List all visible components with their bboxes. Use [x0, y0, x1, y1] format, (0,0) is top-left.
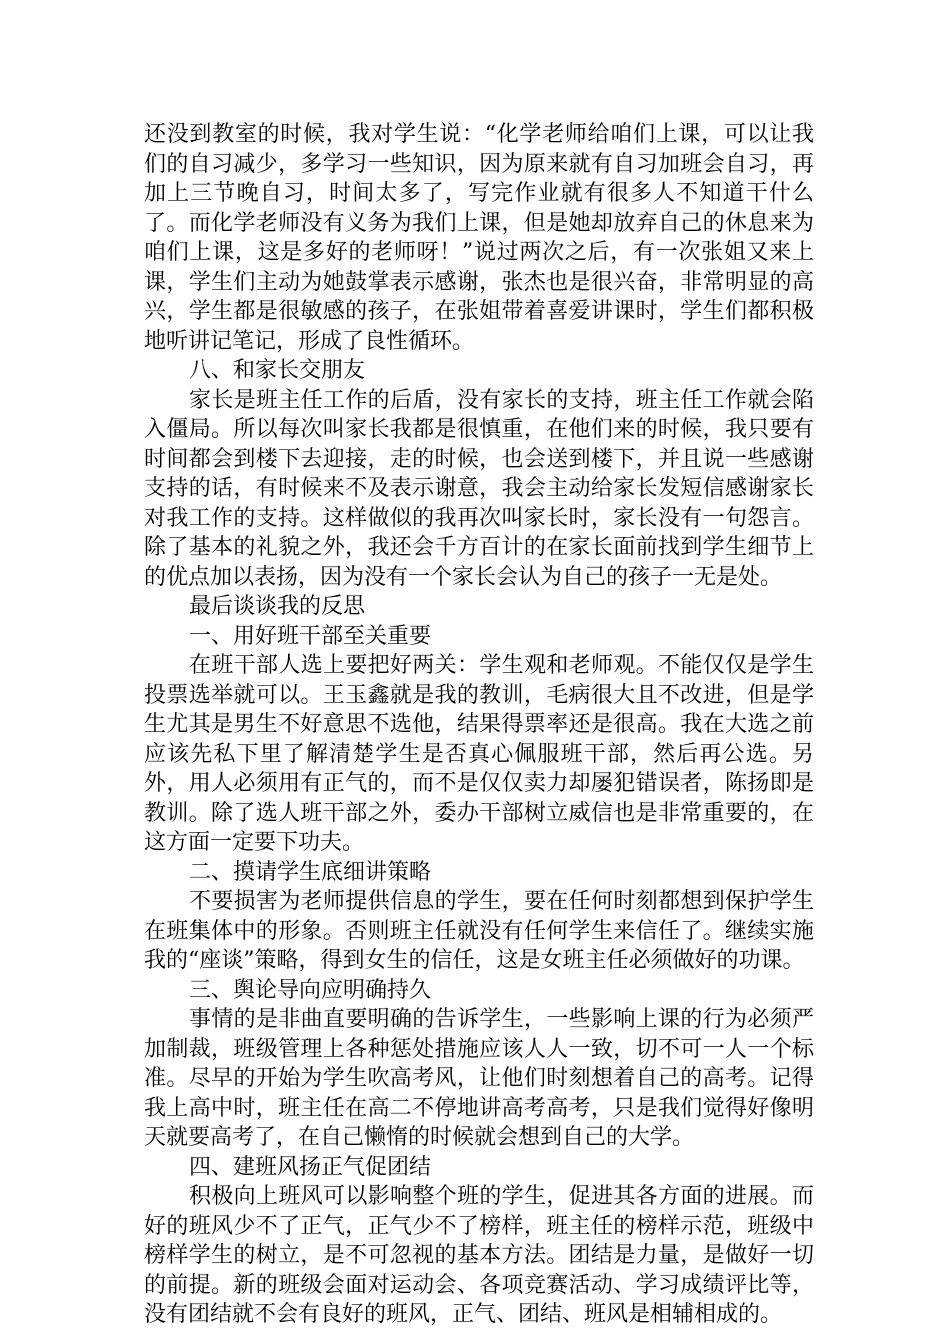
document-body: [144, 120, 814, 1330]
paragraph-class-cadre: 在班干部人选上要把好两关：学生观和老师观。不能仅仅是学生投票选举就可以。王玉鑫就是我的教训，毛病很大且不改进，但是学生尤其是男生不好意思不选他，结果得票率还是很高。我在大选之前应该先私下里了解清楚学生是否真心佩服班干部，然后再公选。另外，用人必须用有正气的，而不是仅仅卖力却屡犯错误者，陈扬即是教训。除了选人班干部之外，委办干部树立威信也是非常重要的，在这方面一定要下功夫。: [144, 653, 814, 855]
section-heading-parents: 八、和家长交朋友: [189, 358, 366, 383]
paragraph-class-spirit: 积极向上班风可以影响整个班的学生，促进其各方面的进展。而好的班风少不了正气，正气少不了榜样，班主任的榜样示范，班级中榜样学生的树立，是不可忽视的基本方法。团结是力量，是做好一切的前提。新的班级会面对运动会、各项竞赛活动、学习成绩评比等，没有团结就不会有良好的班风，正气、团结、班风是相辅相成的。: [144, 1184, 814, 1327]
subheading-class-cadre: 一、用好班干部至关重要: [189, 623, 432, 649]
subheading-public-opinion: 三、舆论导向应明确持久: [189, 977, 432, 1003]
paragraph-parents: 家长是班主任工作的后盾，没有家长的支持，班主任工作就会陷入僵局。所以每次叫家长我都是很慎重，在他们来的时候，我只要有时间都会到楼下去迎接，走的时候，也会送到楼下，并且说一些感谢支持的话，有时候来不及表示谢意，我会主动给家长发短信感谢家长对我工作的支持。这样做似的我再次叫家长时，家长没有一句怨言。除了基本的礼貌之外，我还会千方百计的在家长面前找到学生细节上的优点加以表扬，因为没有一个家长会认为自己的孩子一无是处。: [144, 387, 814, 590]
paragraph-continuation: 还没到教室的时候，我对学生说：“化学老师给咱们上课，可以让我们的自习减少，多学习一些知识，因为原来就有自习加班会自习，再加上三节晚自习，时间太多了，写完作业就有很多人不知道干什么了。而化学老师没有义务为我们上课，但是她却放弃自己的休息来为咱们上课，这是多好的老师呀！”说过两次之后，有一次张姐又来上课，学生们主动为她鼓掌表示感谢，张杰也是很兴奋，非常明显的高兴，学生都是很敏感的孩子，在张姐带着喜爱讲课时，学生们都积极地听讲记笔记，形成了良性循环。: [144, 122, 814, 354]
paragraph-student-strategy: 不要损害为老师提供信息的学生，要在任何时刻都想到保护学生在班集体中的形象。否则班主任就没有任何学生来信任了。继续实施我的“座谈”策略，得到女生的信任，这是女班主任必须做好的功课。: [144, 889, 814, 973]
subheading-class-spirit: 四、建班风扬正气促团结: [189, 1154, 432, 1180]
subheading-student-strategy: 二、摸请学生底细讲策略: [189, 859, 432, 885]
paragraph-public-opinion: 事情的是非曲直要明确的告诉学生，一些影响上课的行为必须严加制裁，班级管理上各种惩处措施应该人人一致，切不可一人一个标准。尽早的开始为学生吹高考风，让他们时刻想着自己的高考。记得我上高中时，班主任在高二不停地讲高考高考，只是我们觉得好像明天就要高考了，在自己懒惰的时候就会想到自己的大学。: [144, 1007, 814, 1150]
section-heading-reflection: 最后谈谈我的反思: [189, 594, 366, 619]
